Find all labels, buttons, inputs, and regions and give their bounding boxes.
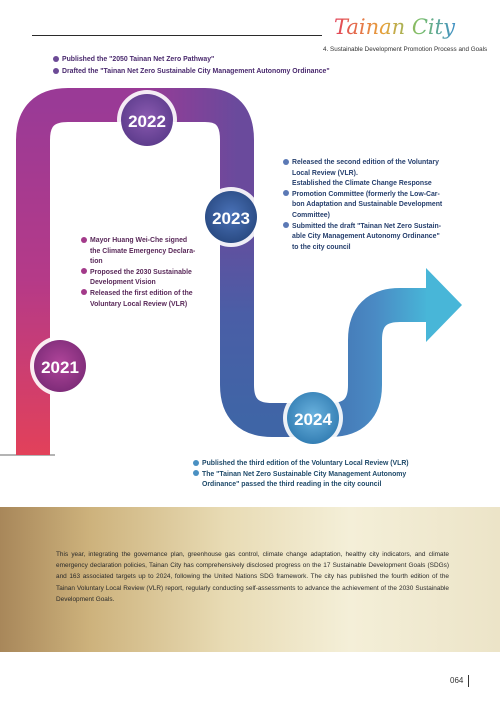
milestone-2021-2: Proposed the 2030 Sustainable Development Vision <box>81 268 221 289</box>
milestone-2021-1: Mayor Huang Wei-Che signed the Climate Emergency Declara- tion <box>81 236 221 268</box>
year-node-2022 <box>117 90 177 150</box>
bullet-dot-icon <box>283 159 289 165</box>
milestones-2021 <box>81 236 221 310</box>
year-label-2023: 2023 <box>212 209 250 228</box>
timeline-arrow-head <box>426 268 462 342</box>
bullet-dot-icon <box>193 470 199 476</box>
milestone-2023-3: Submitted the draft "Tainan Net Zero Sustain- able City Management Autonomy Ordinance" to the city council <box>283 222 483 254</box>
year-label-2024: 2024 <box>294 410 332 429</box>
section-label: 4. Sustainable Development Promotion Process and Goals <box>323 46 488 53</box>
year-node-2024 <box>283 388 343 448</box>
milestone-2023-1: Released the second edition of the Voluntary Local Review (VLR). Established the Climate Change Response <box>283 158 483 190</box>
year-label-2022: 2022 <box>128 112 166 131</box>
milestone-2024-1: Published the third edition of the Voluntary Local Review (VLR) <box>193 459 463 470</box>
milestone-2023-2: Promotion Committee (formerly the Low-Car- bon Adaptation and Sustainable Development Committee) <box>283 190 483 222</box>
bullet-dot-icon <box>53 68 59 74</box>
year-label-2021: 2021 <box>41 358 79 377</box>
bullet-dot-icon <box>81 268 87 274</box>
milestone-2021-3: Released the first edition of the Voluntary Local Review (VLR) <box>81 289 221 310</box>
page-number-divider <box>468 675 469 687</box>
bullet-dot-icon <box>283 190 289 196</box>
page-number: 064 <box>450 676 464 685</box>
bullet-dot-icon <box>193 460 199 466</box>
milestones-2023 <box>283 158 483 253</box>
bullet-dot-icon <box>283 222 289 228</box>
milestone-2024-2: The "Tainan Net Zero Sustainable City Management Autonomy Ordinance" passed the third reading in the city council <box>193 470 463 491</box>
bullet-dot-icon <box>81 289 87 295</box>
logo-text: Tainan City <box>334 15 455 39</box>
summary-paragraph: This year, integrating the governance plan, greenhouse gas control, climate change adaptation, healthy city indicators, and climate emergency declaration policies, Tainan City has comprehensively disclosed progress on the 17 Sustainable Development Goals (SDGs) and 163 associated targets up to 2024, following the United Nations SDG framework. The city has published the fourth edition of the Tainan Voluntary Local Review (VLR) report, regularly conducting self-assessments to advance the achievement of the 2030 Sustainable Development Goals. <box>56 551 449 603</box>
milestone-top-1: Published the "2050 Tainan Net Zero Pathway" <box>53 55 214 66</box>
milestones-2024 <box>193 459 463 491</box>
milestone-top-2: Drafted the "Tainan Net Zero Sustainable City Management Autonomy Ordinance" <box>53 67 330 78</box>
bullet-dot-icon <box>81 237 87 243</box>
bullet-dot-icon <box>53 56 59 62</box>
year-node-2021 <box>30 336 90 396</box>
